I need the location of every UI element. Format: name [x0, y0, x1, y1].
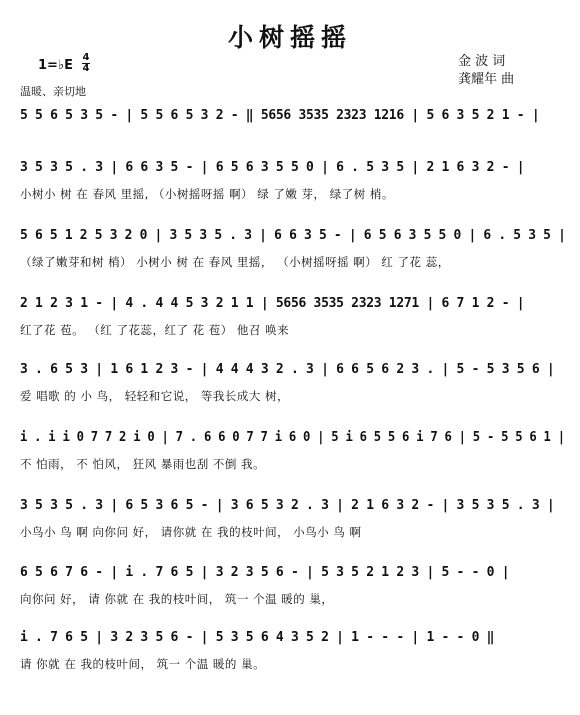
- time-signature-denominator: 4: [82, 63, 90, 74]
- system-7-notes: 3 5 3 5 . 3 | 6 5 3 6 5 - | 3 6 5 3 2 . 3 | 2 1 6 3 2 - | 3 5 3 5 . 3 |: [20, 498, 555, 513]
- system-8-notes: 6 5 6 7 6 - | i . 7 6 5 | 3 2 3 5 6 - | 5 3 5 2 1 2 3 | 5 - - 0 |: [20, 565, 510, 580]
- key-signature: 1=♭E: [38, 58, 73, 73]
- system-5-notes: 3 . 6 5 3 | 1 6 1 2 3 - | 4 4 4 3 2 . 3 | 6 6 5 6 2 3 . | 5 - 5 3 5 6 |: [20, 362, 555, 377]
- system-8-lyrics: 向你问 好， 请 你就 在 我的枝叶间， 筑一 个温 暖的 巢，: [20, 592, 334, 606]
- expression-marking: 温暖、亲切地: [20, 85, 86, 98]
- system-6-lyrics: 不 怕雨， 不 怕风， 狂风 暴雨也刮 不倒 我。: [20, 457, 266, 471]
- lyricist-credit: 金 波 词: [458, 54, 506, 69]
- time-signature-numerator: 4: [82, 52, 90, 63]
- system-1-notes: 5 5 6 5 3 5 - | 5 5 6 5 3 2 - ‖ 5656 3535 2323 1216 | 5 6 3 5 2 1 - |: [20, 108, 540, 123]
- system-4-notes: 2 1 2 3 1 - | 4 . 4 4 5 3 2 1 1 | 5656 3535 2323 1271 | 6 7 1 2 - |: [20, 296, 525, 311]
- system-4-lyrics: 红了花 苞。 （红 了花蕊，红了 花 苞） 他召 唤来: [20, 323, 290, 337]
- composer-credit: 龚耀年 曲: [458, 72, 515, 87]
- time-signature: [82, 53, 90, 74]
- song-title: 小树摇摇: [227, 23, 352, 52]
- system-3-lyrics: （绿了嫩芽和树 梢） 小树小 树 在 春风 里摇， （小树摇呀摇 啊） 红 了花 蕊，: [20, 255, 450, 269]
- system-7-lyrics: 小鸟小 鸟 啊 向你问 好， 请你就 在 我的枝叶间， 小鸟小 鸟 啊: [20, 525, 362, 539]
- system-3-notes: 5 6 5 1 2 5 3 2 0 | 3 5 3 5 . 3 | 6 6 3 5 - | 6 5 6 3 5 5 0 | 6 . 5 3 5 |: [20, 228, 566, 243]
- system-2-notes: 3 5 3 5 . 3 | 6 6 3 5 - | 6 5 6 3 5 5 0 | 6 . 5 3 5 | 2 1 6 3 2 - |: [20, 160, 525, 175]
- system-9-notes: i . 7 6 5 | 3 2 3 5 6 - | 5 3 5 6 4 3 5 2 | 1 - - - | 1 - - 0 ‖: [20, 630, 495, 645]
- system-6-notes: i . i i 0 7 7 2 i 0 | 7 . 6 6 0 7 7 i 6 0 | 5 i 6 5 5 6 i 7 6 | 5 - 5 5 6 1 |: [20, 430, 565, 445]
- system-2-lyrics: 小树小 树 在 春风 里摇, （小树摇呀摇 啊） 绿 了嫩 芽， 绿了树 梢。: [20, 187, 394, 201]
- system-9-lyrics: 请 你就 在 我的枝叶间， 筑一 个温 暖的 巢。: [20, 657, 266, 671]
- system-5-lyrics: 爱 唱歌 的 小 鸟， 轻轻和它说， 等我长成大 树，: [20, 389, 290, 403]
